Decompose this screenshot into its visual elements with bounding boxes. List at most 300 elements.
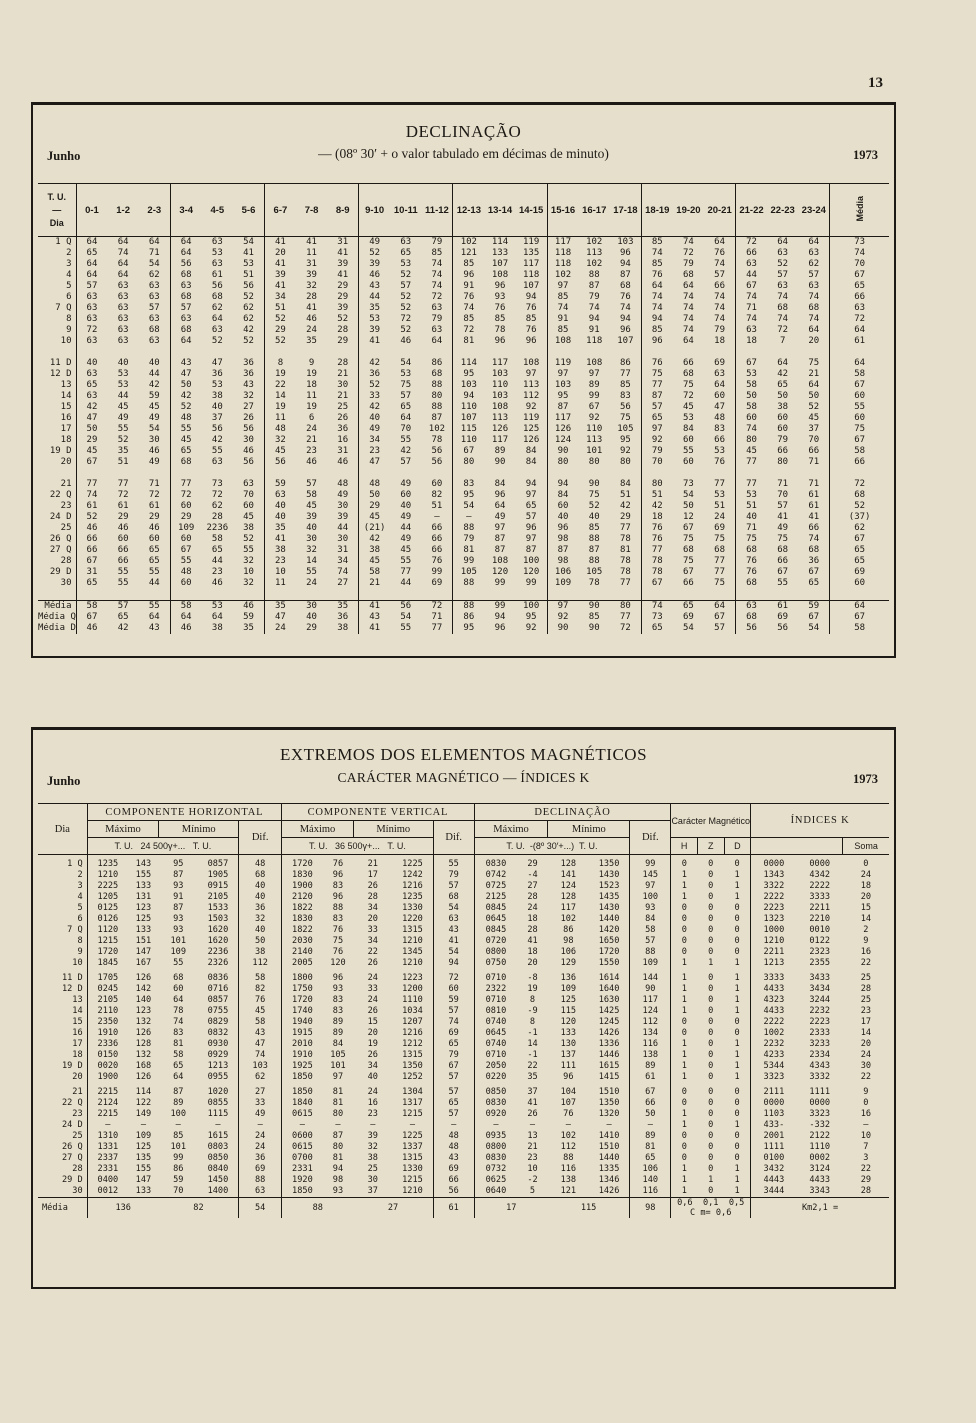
hourly-value: 49 — [117, 413, 129, 423]
cell-value: 0000 — [809, 1098, 831, 1108]
cell-value: 24 — [239, 1142, 282, 1153]
cell-value: 1440 — [598, 914, 620, 924]
hourly-value: 52 — [830, 501, 889, 512]
hourly-value: 63 — [76, 314, 107, 325]
cell-value: 0122 — [809, 936, 831, 946]
hourly-value: 95 — [547, 391, 578, 402]
cell-value: 1 — [734, 958, 740, 968]
cell-value: 3444 — [751, 1186, 797, 1198]
hourly-value: 52 — [777, 259, 789, 269]
cell-value: 3333 — [751, 969, 797, 984]
cell-value: 1 — [671, 1061, 698, 1072]
hourly-value: 74 — [641, 248, 672, 259]
hourly-value: 52 — [400, 270, 412, 280]
cell-value: 124 — [560, 881, 577, 891]
hourly-value: 47 — [211, 358, 223, 368]
cell-value: 3332 — [809, 1072, 831, 1082]
hourly-value: 54 — [683, 623, 694, 633]
hourly-value: 45 — [400, 545, 412, 555]
cell-value: 0 — [734, 1017, 740, 1027]
hourly-value: 40 — [148, 358, 160, 368]
cell-value: 116 — [630, 1039, 671, 1050]
cell-value: 0800 — [474, 947, 517, 958]
hour-header: 6-7 — [264, 184, 295, 237]
hourly-value: 58 — [76, 601, 107, 613]
cell-value: 0 — [734, 914, 740, 924]
cell-value: 1350 — [598, 1098, 620, 1108]
avg-character-line1: 0,6 0,1 0,5 — [677, 1198, 745, 1208]
cell-value: 19 — [367, 1039, 378, 1049]
hourly-value: 55 — [243, 545, 254, 555]
cell-value: 2215 — [87, 1109, 128, 1120]
cell-value: 64 — [173, 1072, 184, 1082]
hourly-value: 77 — [714, 556, 726, 566]
cell-value: 0126 — [87, 914, 128, 925]
hourly-value: 60 — [683, 457, 694, 467]
hourly-value: 56 — [243, 424, 254, 434]
cell-value: 1720 — [282, 995, 323, 1006]
hourly-value: 69 — [431, 578, 443, 588]
hourly-value: 80 — [619, 457, 631, 467]
cell-value: 0 — [734, 1142, 740, 1152]
cell-value: 1331 — [87, 1142, 128, 1153]
hourly-value: 21 — [808, 369, 820, 379]
cell-value: 0 — [671, 925, 698, 936]
hourly-value: 75 — [683, 556, 694, 566]
cell-value: 1304 — [402, 1087, 423, 1097]
cell-value: 133 — [560, 1028, 577, 1038]
hourly-value: 75 — [400, 380, 412, 390]
row-label: 5 — [77, 903, 83, 913]
cell-value: 88 — [239, 1175, 282, 1186]
hourly-value: 37 — [211, 413, 223, 423]
hourly-value: 21 — [337, 369, 349, 379]
cell-value: 1900 — [87, 1072, 128, 1083]
hourly-value: 46 — [233, 601, 264, 613]
hourly-value: 62 — [243, 314, 254, 324]
cell-value: 0 — [734, 1098, 740, 1108]
cell-value: 0742 — [474, 870, 517, 881]
hourly-value: 11 — [264, 413, 295, 424]
cell-value: 3233 — [809, 1039, 831, 1049]
cell-value: 1320 — [598, 1109, 620, 1119]
hourly-value: 11 — [306, 391, 317, 401]
cell-value: 1205 — [87, 892, 128, 903]
cell-value: 30 — [367, 1175, 378, 1185]
hourly-value: 57 — [306, 479, 317, 489]
hourly-value: 68 — [431, 369, 443, 379]
hourly-value: 84 — [494, 479, 506, 489]
cell-value: 0000 — [751, 1098, 797, 1109]
cell-value: 0 — [708, 1072, 714, 1082]
hourly-value: 74 — [117, 248, 129, 258]
hourly-value: 78 — [588, 578, 600, 588]
hourly-value: 61 — [767, 601, 798, 613]
cell-value: 2124 — [87, 1098, 128, 1109]
cell-value: 0020 — [87, 1061, 128, 1072]
hourly-value: 121 — [453, 248, 484, 259]
cell-value: 33 — [367, 984, 378, 994]
hourly-value: 76 — [525, 303, 537, 313]
hourly-value: 83 — [453, 479, 484, 490]
hourly-value: 57 — [107, 601, 138, 613]
hourly-value: 64 — [211, 314, 223, 324]
hourly-value: 76 — [431, 556, 443, 566]
hourly-value: 124 — [547, 435, 578, 446]
hourly-value: 52 — [211, 336, 223, 346]
hourly-value: 43 — [359, 612, 390, 623]
hourly-value: 46 — [306, 457, 317, 467]
cell-value: -1 — [527, 1050, 538, 1060]
hourly-value: 74 — [431, 270, 443, 280]
hourly-value: 72 — [400, 314, 412, 324]
hourly-value: 64 — [170, 612, 201, 623]
hourly-value: 97 — [588, 369, 600, 379]
row-label: 19 D — [61, 1061, 83, 1071]
cell-value: 112 — [560, 1142, 577, 1152]
hourly-value: 35 — [264, 523, 295, 534]
hourly-value: 60 — [431, 479, 443, 489]
hourly-value: 28 — [337, 358, 349, 368]
hourly-value: 90 — [579, 601, 610, 613]
cell-value: 1200 — [402, 984, 423, 994]
hour-header: 13-14 — [484, 184, 515, 237]
hourly-value: 42 — [211, 435, 223, 445]
hourly-value: 41 — [777, 512, 789, 522]
cell-value: 48 — [239, 855, 282, 871]
cell-value: 5 — [529, 1186, 536, 1196]
hourly-value: 103 — [617, 237, 634, 247]
hourly-value: 20 — [808, 336, 820, 346]
cell-value: 43 — [239, 1028, 282, 1039]
hourly-value: 73 — [830, 237, 889, 249]
cell-value: 0 — [708, 984, 714, 994]
hour-header: 1-2 — [107, 184, 138, 237]
cell-value: 0955 — [207, 1072, 229, 1082]
hourly-value: 110 — [491, 380, 509, 390]
hour-header: 10-11 — [390, 184, 421, 237]
hourly-value: 39 — [359, 325, 390, 336]
hourly-value: 44 — [148, 578, 160, 588]
row-label: 18 — [60, 435, 72, 445]
cell-value: 61 — [630, 1072, 671, 1083]
hourly-value: 45 — [148, 402, 160, 412]
cell-value: 80 — [332, 1109, 344, 1119]
hourly-value: 87 — [431, 413, 443, 423]
cell-value: 1420 — [598, 925, 620, 935]
hourly-value: 42 — [76, 402, 107, 413]
hourly-value: 29 — [170, 512, 201, 523]
hourly-value: 44 — [736, 270, 767, 281]
hourly-value: 77 — [641, 380, 672, 391]
hourly-value: 46 — [170, 623, 201, 634]
cell-value: 1 — [734, 1050, 740, 1060]
hourly-value: 42 — [117, 623, 129, 633]
hourly-value: 23 — [359, 446, 390, 457]
hourly-value: 76 — [641, 534, 672, 545]
table-row — [38, 259, 889, 270]
hourly-value: 63 — [431, 325, 443, 335]
cell-value: 96 — [332, 870, 344, 880]
cell-value: 0 — [708, 1098, 714, 1108]
table-row — [38, 1072, 889, 1083]
cell-value: 95 — [173, 859, 184, 869]
hourly-value: 63 — [76, 369, 107, 380]
table-row — [38, 1006, 889, 1017]
cell-value: 2050 — [474, 1061, 517, 1072]
hourly-value: 64 — [641, 281, 672, 292]
cell-value: 2331 — [282, 1164, 323, 1175]
cell-value: 0800 — [474, 1142, 517, 1153]
hourly-value: 72 — [76, 325, 107, 336]
cell-value: 0755 — [207, 1006, 229, 1016]
cell-value: 0810 — [474, 1006, 517, 1017]
hourly-value: 53 — [117, 380, 129, 390]
hourly-value: 71 — [736, 303, 767, 314]
average-row — [38, 612, 889, 623]
hourly-value: 50 — [76, 424, 107, 435]
h-max-header: Máximo — [87, 821, 159, 838]
hourly-value: 87 — [525, 545, 537, 555]
hourly-value: 75 — [736, 534, 767, 545]
cell-value: 41 — [527, 936, 538, 946]
cell-value: 58 — [173, 1050, 184, 1060]
hourly-value: 64 — [830, 325, 889, 336]
cell-value: 25 — [860, 973, 872, 983]
cell-value: 1830 — [282, 914, 323, 925]
hour-header: 14-15 — [516, 184, 547, 237]
cell-value: 433- — [751, 1120, 797, 1131]
hourly-value: 99 — [484, 601, 515, 613]
hourly-value: 57 — [148, 303, 160, 313]
cell-value: 1225 — [402, 1131, 423, 1141]
hourly-value: 85 — [619, 380, 631, 390]
hourly-value: 126 — [491, 424, 509, 434]
table-row — [38, 1039, 889, 1050]
hour-header: 9-10 — [359, 184, 390, 237]
hourly-value: 74 — [714, 259, 726, 269]
hourly-value: 54 — [148, 424, 160, 434]
hour-header: 11-12 — [421, 184, 452, 237]
hourly-value: 63 — [211, 457, 223, 467]
cell-value: 0 — [671, 936, 698, 947]
declination-table — [38, 183, 889, 634]
hourly-value: 46 — [359, 270, 390, 281]
hourly-value: 99 — [494, 578, 506, 588]
cell-value: 4323 — [751, 995, 797, 1006]
cell-value: 1 — [671, 870, 698, 881]
hourly-value: 52 — [400, 303, 412, 313]
hourly-value: 74 — [641, 292, 672, 303]
hourly-value: 79 — [431, 314, 443, 324]
cell-value: 1110 — [402, 995, 423, 1005]
cell-value: 65 — [433, 1098, 474, 1109]
cell-value: 30 — [860, 1061, 872, 1071]
cell-value: 1 — [671, 1109, 698, 1120]
hourly-value: 100 — [523, 556, 540, 566]
cell-value: 0 — [708, 859, 714, 869]
cell-value: — — [474, 1120, 517, 1131]
cell-value: 81 — [173, 1039, 184, 1049]
hour-header: 17-18 — [610, 184, 641, 237]
hourly-value: 66 — [683, 358, 694, 368]
cell-value: -4 — [527, 870, 538, 880]
hourly-value: 53 — [683, 413, 694, 423]
cell-value: 1430 — [598, 903, 620, 913]
hourly-value: 29 — [264, 325, 295, 336]
cell-value: 2001 — [751, 1131, 797, 1142]
hourly-value: 63 — [76, 303, 107, 314]
cell-value: 57 — [433, 1109, 474, 1120]
cell-value: 78 — [173, 1006, 184, 1016]
hourly-value: 103 — [491, 391, 509, 401]
hourly-value: 107 — [453, 413, 484, 424]
hourly-value: 49 — [400, 512, 412, 522]
cell-value: 147 — [135, 947, 152, 957]
cell-value: 22 — [860, 1072, 872, 1082]
cell-value: 17 — [367, 870, 378, 880]
hourly-value: 68 — [619, 281, 631, 291]
hourly-value: 67 — [170, 545, 201, 556]
hourly-value: 95 — [619, 435, 631, 445]
hour-header: 4-5 — [202, 184, 233, 237]
table-row — [38, 292, 889, 303]
cell-value: — — [282, 1120, 323, 1131]
cell-value: 57 — [433, 1006, 474, 1017]
hourly-value: 92 — [525, 623, 537, 633]
cell-value: 2322 — [474, 984, 517, 995]
cell-value: 83 — [332, 995, 344, 1005]
hourly-value: 34 — [359, 435, 390, 446]
hourly-value: 63 — [808, 248, 820, 258]
hourly-value: 68 — [170, 325, 201, 336]
hourly-value: 75 — [714, 534, 726, 544]
hourly-value: 67 — [453, 446, 484, 457]
hourly-value: 79 — [588, 292, 600, 302]
hourly-value: 31 — [337, 237, 349, 247]
hourly-value: 68 — [683, 369, 694, 379]
row-label: 6 — [77, 914, 83, 924]
hourly-value: 40 — [547, 512, 578, 523]
hourly-value: 102 — [586, 259, 603, 269]
hourly-value: 133 — [491, 248, 509, 258]
cell-value: 0 — [708, 936, 714, 946]
cell-value: 0 — [734, 1028, 740, 1038]
cell-value: 2232 — [809, 1006, 831, 1016]
hourly-value: 57 — [777, 270, 789, 280]
extremes-title: EXTREMOS DOS ELEMENTOS MAGNÉTICOS — [279, 745, 648, 764]
hourly-value: 107 — [523, 281, 540, 291]
table-row — [38, 1164, 889, 1175]
cell-value: 93 — [173, 881, 184, 891]
row-label: 11 D — [61, 973, 83, 983]
cell-value: 141 — [560, 870, 577, 880]
cell-value: 1 — [671, 881, 698, 892]
hourly-value: 74 — [431, 259, 443, 269]
hourly-value: 18 — [641, 512, 672, 523]
row-label: 23 — [72, 1109, 83, 1119]
media-header-label: Média — [854, 195, 865, 222]
hour-header: 15-16 — [547, 184, 578, 237]
hourly-value: 65 — [76, 578, 107, 589]
cell-value: 47 — [239, 1039, 282, 1050]
hourly-value: 59 — [243, 612, 254, 622]
hourly-value: 58 — [211, 534, 223, 544]
hourly-value: 102 — [547, 270, 578, 281]
hourly-value: 57 — [400, 457, 412, 467]
cell-value: 28 — [367, 892, 378, 902]
hourly-value: 94 — [619, 314, 631, 324]
cell-value: 1430 — [598, 870, 620, 880]
cell-value: 22 — [860, 958, 872, 968]
cell-value: 22 — [527, 1061, 538, 1071]
cell-value: 125 — [560, 995, 577, 1005]
row-label: 22 Q — [61, 1098, 83, 1108]
hourly-value: 60 — [714, 391, 726, 401]
hourly-value: 68 — [714, 545, 726, 555]
hourly-value: 52 — [359, 380, 390, 391]
hourly-value: 72 — [830, 479, 889, 490]
hourly-value: 66 — [777, 446, 789, 456]
hourly-value: 97 — [525, 534, 537, 544]
hourly-value: 63 — [76, 391, 107, 402]
hourly-value: 12 — [683, 512, 694, 522]
cell-value: 1410 — [598, 1131, 620, 1141]
avg-d-dif: 98 — [630, 1198, 671, 1219]
hourly-value: 53 — [202, 601, 233, 613]
hourly-value: 20 — [264, 248, 295, 259]
cell-value: 0710 — [474, 995, 517, 1006]
hourly-value: 97 — [494, 523, 506, 533]
cell-value: 98 — [332, 1175, 344, 1185]
hourly-value: 63 — [830, 303, 889, 314]
cell-value: 0 — [708, 1186, 714, 1196]
hourly-value: 64 — [148, 237, 160, 247]
cell-value: 68 — [433, 892, 474, 903]
hourly-value: 46 — [306, 314, 317, 324]
hourly-value: 60 — [830, 413, 889, 424]
hourly-value: 65 — [400, 248, 412, 258]
cell-value: 1213 — [207, 1061, 229, 1071]
cell-value: 125 — [135, 1142, 152, 1152]
hourly-value: 63 — [243, 479, 254, 489]
hourly-value: 67 — [830, 612, 889, 623]
hourly-value: 102 — [453, 237, 484, 249]
row-label: 3 — [77, 881, 83, 891]
hourly-value: 63 — [400, 237, 412, 247]
hourly-value: 65 — [76, 380, 107, 391]
hourly-value: 94 — [525, 479, 537, 489]
row-label: 12 D — [49, 369, 72, 379]
cell-value: 4433 — [751, 1006, 797, 1017]
cell-value: 74 — [433, 1017, 474, 1028]
cell-value: 2210 — [809, 914, 831, 924]
cell-value: 68 — [173, 973, 184, 983]
cell-value: 1336 — [598, 1039, 620, 1049]
cell-value: 58 — [630, 925, 671, 936]
cell-value: — — [87, 1120, 128, 1131]
cell-value: 2140 — [282, 947, 323, 958]
hourly-value: 42 — [641, 501, 672, 512]
cell-value: 87 — [173, 903, 184, 913]
hourly-value: 55 — [830, 402, 889, 413]
hourly-value: 29 — [76, 435, 107, 446]
row-label: 14 — [72, 1006, 83, 1016]
hourly-value: 76 — [641, 270, 672, 281]
hourly-value: 79 — [683, 259, 694, 269]
hourly-value: 70 — [641, 457, 672, 468]
hourly-value: 35 — [243, 623, 254, 633]
